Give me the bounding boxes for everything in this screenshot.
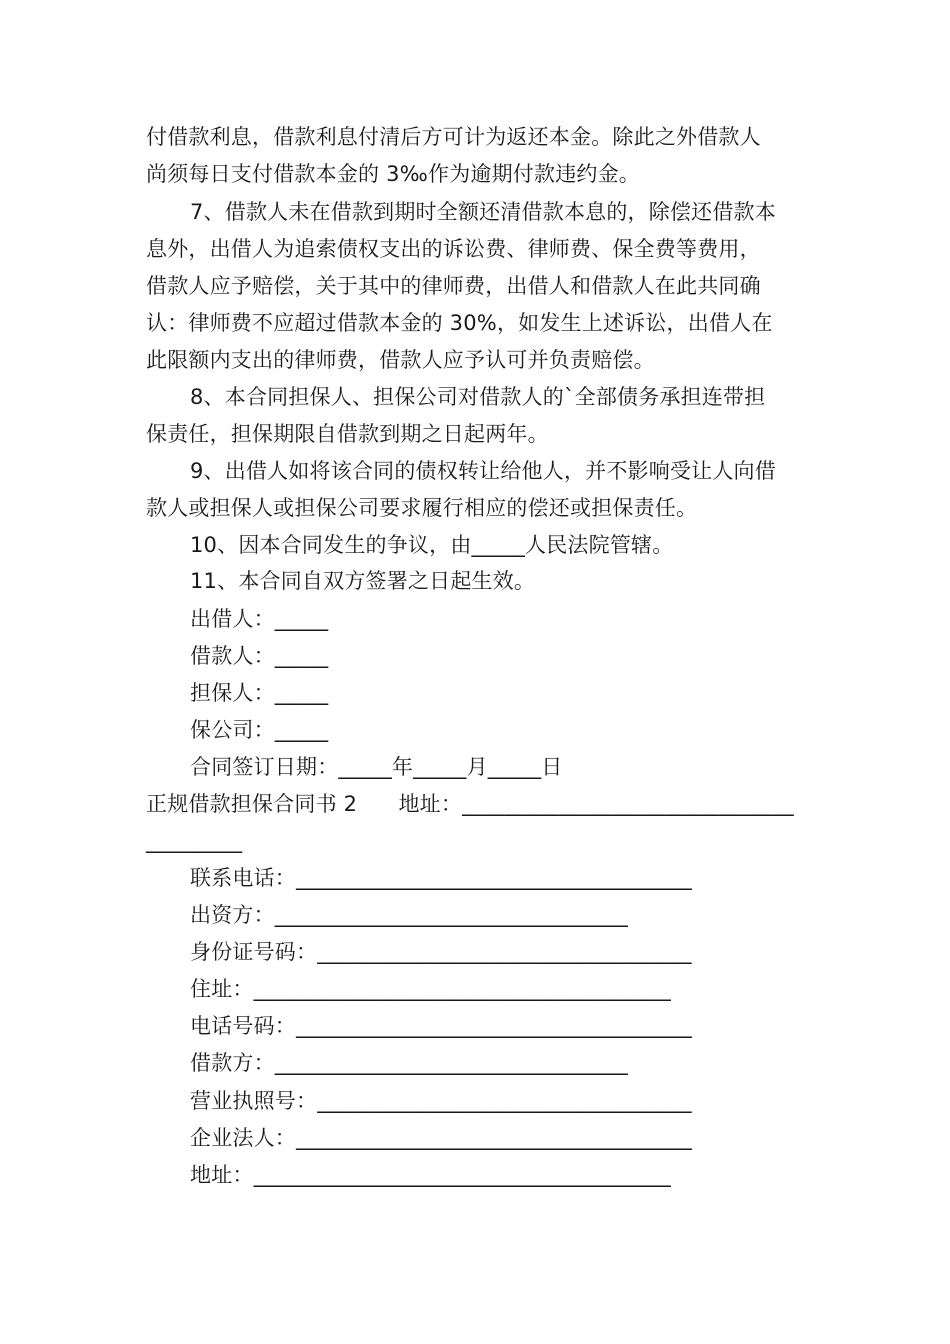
clause-10-line: 10、因本合同发生的争议，由_____人民法院管辖。 <box>190 533 674 557</box>
paragraph-line: 尚须每日支付借款本金的 3‰作为逾期付款违约金。 <box>146 162 641 186</box>
investor-line: 出资方：_________________________________ <box>190 903 628 927</box>
lender-signature-line: 出借人：_____ <box>190 607 329 631</box>
phone-number-line: 电话号码：_____________________________________ <box>190 1014 692 1038</box>
business-license-line: 营业执照号：___________________________________ <box>190 1089 692 1113</box>
borrowing-party-line: 借款方：_________________________________ <box>190 1051 628 1075</box>
legal-representative-line: 企业法人：_____________________________________ <box>190 1126 692 1150</box>
guarantee-company-line: 保公司：_____ <box>190 718 329 742</box>
address-line: 地址：_______________________________________ <box>190 1163 671 1187</box>
paragraph-line: 付借款利息，借款利息付清后方可计为返还本金。除此之外借款人 <box>146 125 761 149</box>
paragraph-line: 款人或担保人或担保公司要求履行相应的偿还或担保责任。 <box>146 496 698 520</box>
residence-line: 住址：_______________________________________ <box>190 977 671 1001</box>
address-continuation-line: _________ <box>146 829 243 853</box>
signing-date-line: 合同签订日期：_____年_____月_____日 <box>190 755 563 779</box>
paragraph-line: 借款人应予赔偿，关于其中的律师费，出借人和借款人在此共同确 <box>146 274 761 298</box>
clause-9-line: 9、出借人如将该合同的债权转让给他人，并不影响受让人向借 <box>190 459 776 483</box>
clause-8-line: 8、本合同担保人、担保公司对借款人的`全部债务承担连带担 <box>190 385 766 409</box>
clause-11-line: 11、本合同自双方签署之日起生效。 <box>190 569 536 593</box>
guarantor-signature-line: 担保人：_____ <box>190 681 329 705</box>
contact-phone-line: 联系电话：_____________________________________ <box>190 866 692 890</box>
paragraph-line: 认：律师费不应超过借款本金的 30%，如发生上述诉讼，出借人在 <box>146 311 773 335</box>
paragraph-line: 保责任，担保期限自借款到期之日起两年。 <box>146 422 549 446</box>
contract-2-heading-address-line: 正规借款担保合同书 2 地址：_______________________________ <box>146 792 794 816</box>
paragraph-line: 息外，出借人为追索债权支出的诉讼费、律师费、保全费等费用， <box>146 237 761 261</box>
id-number-line: 身份证号码：___________________________________ <box>190 940 692 964</box>
clause-7-line: 7、借款人未在借款到期时全额还清借款本息的，除偿还借款本 <box>190 200 776 224</box>
borrower-signature-line: 借款人：_____ <box>190 644 329 668</box>
paragraph-line: 此限额内支出的律师费，借款人应予认可并负责赔偿。 <box>146 348 655 372</box>
